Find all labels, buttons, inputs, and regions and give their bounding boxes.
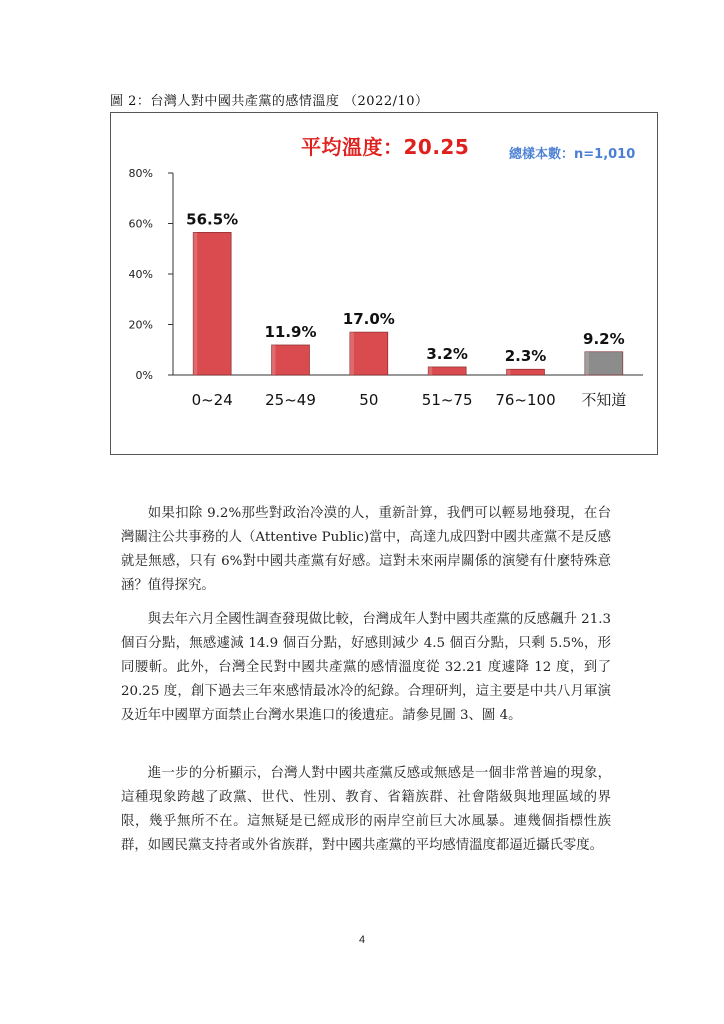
bar-value-label: 2.3% bbox=[504, 347, 547, 366]
bar-value-label: 11.9% bbox=[264, 322, 317, 341]
bar-chart bbox=[111, 113, 659, 456]
y-tick-label: 20% bbox=[128, 318, 153, 332]
x-category-label: 不知道 bbox=[581, 391, 627, 409]
bar-highlight bbox=[193, 232, 197, 375]
paragraph-text: 進一步的分析顯示，台灣人對中國共產黨反感或無感是一個非常普遍的現象，這種現象跨越了政黨、世代、性別、教育、省籍族群、社會階級與地理區域的界限，幾乎無所不在。這無疑是已經成形的兩岸空前巨大冰風暴。連幾個指標性族群，如國民黨支持者或外省族群，對中國共產黨的平均感情溫度都逼近攝氏零度。 bbox=[121, 766, 611, 853]
paragraph-3 bbox=[121, 762, 611, 858]
bar-highlight bbox=[428, 367, 432, 375]
page-number: 4 bbox=[358, 934, 366, 946]
chart-title: 平均溫度：20.25 bbox=[301, 135, 470, 159]
bar bbox=[350, 332, 388, 375]
sample-size-note: 總樣本數：n=1,010 bbox=[509, 147, 636, 162]
x-category-label: 51~75 bbox=[421, 391, 473, 409]
bar-highlight bbox=[585, 352, 589, 375]
bar-highlight bbox=[350, 332, 354, 375]
bar bbox=[272, 345, 310, 375]
bar-value-label: 56.5% bbox=[186, 210, 239, 229]
x-category-label: 50 bbox=[359, 391, 379, 409]
x-category-label: 25~49 bbox=[265, 391, 316, 409]
y-tick-label: 40% bbox=[128, 268, 153, 281]
bar bbox=[193, 232, 231, 375]
paragraph-1 bbox=[121, 502, 611, 598]
chart-container bbox=[110, 112, 658, 455]
y-tick-label: 0% bbox=[135, 369, 153, 382]
bar-value-label: 9.2% bbox=[583, 329, 625, 348]
paragraph-text: 如果扣除 9.2%那些對政治冷漠的人，重新計算，我們可以輕易地發現，在台灣關注公共事務的人（Attentive Public)當中，高達九成四對中國共產黨不是反感就是無感，只有 6%對中國共產黨有好感。這對未來兩岸關係的演變有什麼特殊意涵？值得探究。 bbox=[121, 506, 611, 593]
y-tick-label: 80% bbox=[128, 167, 153, 180]
x-category-label: 0~24 bbox=[191, 391, 233, 409]
x-category-label: 76~100 bbox=[495, 391, 556, 409]
paragraph-text: 與去年六月全國性調查發現做比較，台灣成年人對中國共產黨的反感飆升 21.3 個百分點，無感遽減 14.9 個百分點，好感則減少 4.5 個百分點，只剩 5.5%，形同腰斬。此外，台灣全民對中國共產黨的感情溫度從 32.21 度遽降 12 度，到了 20.25 度，創下過去三年來感情最冰冷的紀錄。合理研判，這主要是中共八月軍演及近年中國單方面禁止台灣水果進口的後遺症。請參見圖 3、圖 4。 bbox=[121, 612, 611, 723]
paragraph-2 bbox=[121, 608, 611, 728]
figure-caption: 圖 2：台灣人對中國共產黨的感情溫度 （2022/10） bbox=[110, 94, 429, 109]
bar-highlight bbox=[272, 345, 276, 375]
bar bbox=[585, 352, 623, 375]
bar-highlight bbox=[507, 369, 511, 375]
bar bbox=[428, 367, 466, 375]
bar bbox=[507, 369, 545, 375]
y-tick-label: 60% bbox=[128, 217, 153, 231]
bar-value-label: 3.2% bbox=[426, 344, 468, 363]
bar-value-label: 17.0% bbox=[342, 310, 395, 329]
